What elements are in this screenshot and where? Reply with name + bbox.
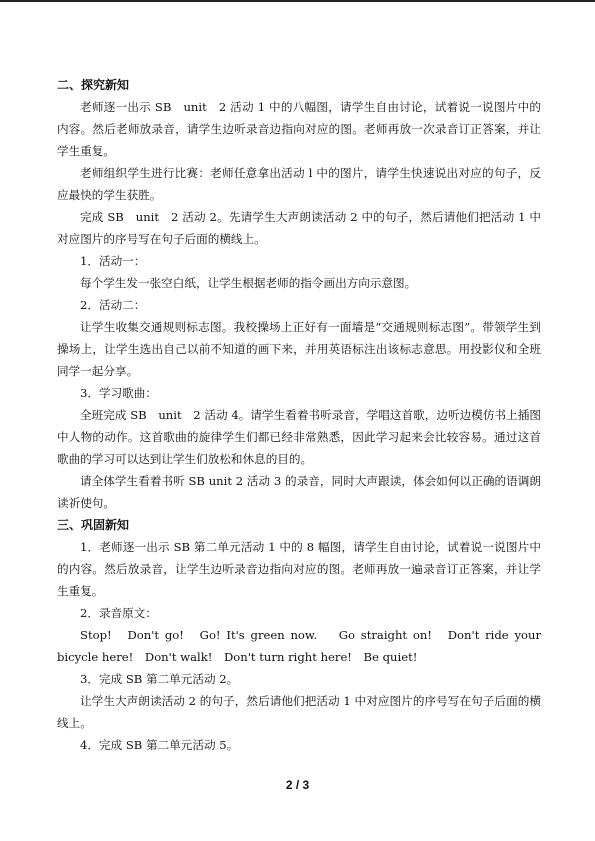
consolidate-item-3-body: 让学生大声朗读活动 2 的句子，然后请他们把活动 1 中对应图片的序号写在句子后面的横线上。: [57, 694, 541, 730]
explore-activity-2-body: 让学生收集交通规则标志图。我校操场上正好有一面墙是“交通规则标志图”。带领学生到操场上，让学生选出自己以前不知道的画下来，并用英语标注出该标志意思。用投影仪和全班同学一起分享。: [57, 320, 541, 378]
explore-activity-1-body: 每个学生发一张空白纸，让学生根据老师的指令画出方向示意图。: [80, 276, 417, 290]
document-body: [57, 74, 541, 756]
explore-activity-2-title: 2．活动二：: [80, 298, 146, 312]
consolidate-item-4-title: 4．完成 SB 第二单元活动 5。: [80, 738, 239, 752]
explore-paragraph-3: 完成 SB unit 2 活动 2。先请学生大声朗读活动 2 中的句子，然后请他们把活动 1 中对应图片的序号写在句子后面的横线上。: [57, 210, 541, 246]
explore-paragraph-2: 老师组织学生进行比赛：老师任意拿出活动 l 中的图片，请学生快速说出对应的句子，反应最快的学生获胜。: [57, 166, 541, 202]
consolidate-item-1: 1．老师逐一出示 SB 第二单元活动 1 中的 8 幅图，请学生自由讨论，试着说一说图片中的内容。然后放录音，让学生边听录音边指向对应的图。老师再放一遍录音订正答案，并让学生重复。: [57, 540, 541, 598]
page-number: 2 / 3: [285, 778, 310, 792]
explore-paragraph-1: 老师逐一出示 SB unit 2 活动 1 中的八幅图，请学生自由讨论，试着说一说图片中的内容。然后老师放录音，请学生边听录音边指向对应的图。老师再放一次录音订正答案，并让学生重复。: [57, 100, 541, 158]
top-border-line: [0, 0, 595, 2]
consolidate-item-3-title: 3．完成 SB 第二单元活动 2。: [80, 672, 239, 686]
section-heading-consolidate: 三、巩固新知: [57, 518, 130, 532]
explore-song-body: 全班完成 SB unit 2 活动 4。请学生看着书听录音，学唱这首歌，边听边模仿书上插图中人物的动作。这首歌曲的旋律学生们都已经非常熟悉，因此学习起来会比较容易。通过这首歌曲的学习可以达到让学生们放松和休息的目的。: [57, 408, 541, 466]
section-heading-explore: 二、探究新知: [57, 78, 130, 92]
explore-song-title: 3．学习歌曲：: [80, 386, 157, 400]
explore-activity-1-title: 1．活动一：: [80, 254, 146, 268]
consolidate-recording-script: Stop! Don't go! Go! It's green now. Go straight on! Don't ride your bicycle here! Don't walk! Don't turn right here! Be quiet!: [57, 628, 541, 664]
explore-paragraph-4: 请全体学生看着书听 SB unit 2 活动 3 的录音，同时大声跟读，体会如何以正确的语调朗读祈使句。: [57, 474, 541, 510]
consolidate-item-2-title: 2．录音原文：: [80, 606, 157, 620]
